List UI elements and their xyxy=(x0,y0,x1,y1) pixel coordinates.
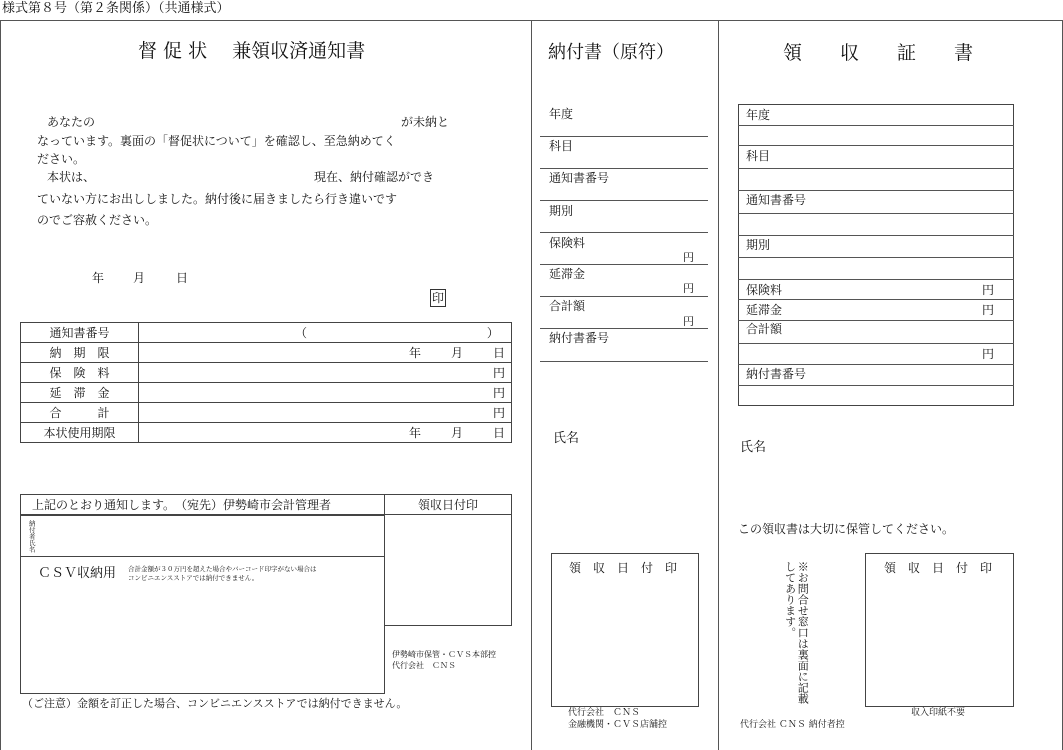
csv-note-2: コンビニエンスストアでは納付できません。 xyxy=(128,574,259,582)
stub-agent: 代行会社 ＣＮＳ xyxy=(568,708,641,718)
stub-line xyxy=(540,168,708,169)
table-row xyxy=(21,343,512,363)
seal-mark: 印 xyxy=(432,291,445,305)
receipt-line xyxy=(738,145,1014,146)
keep-note-1: 伊勢崎市保管・ＣＶＳ本部控 xyxy=(392,650,496,659)
payer-name-box xyxy=(20,515,385,557)
receipt-line xyxy=(738,235,1014,236)
stub-subject-label: 科目 xyxy=(549,139,574,153)
receipt-premium-yen: 円 xyxy=(982,283,995,297)
receipt-line xyxy=(738,320,1014,321)
receipt-stamp-box xyxy=(865,553,1014,707)
stub-bank-copy: 金融機関・ＣＶＳ店舗控 xyxy=(568,720,668,730)
issue-date-month: 月 xyxy=(133,271,146,285)
stub-stamp-box xyxy=(551,553,699,707)
stub-line xyxy=(540,264,708,265)
issue-date-year: 年 xyxy=(92,271,105,285)
section-divider-1 xyxy=(531,20,532,750)
receipt-line xyxy=(738,385,1014,386)
notice-table xyxy=(20,322,512,443)
form-number: 様式第８号（第２条関係）（共通様式） xyxy=(2,1,230,16)
receipt-line xyxy=(738,364,1014,365)
row-label-expiry: 本状使用期限 xyxy=(21,423,139,443)
stub-line xyxy=(540,296,708,297)
inquiry-note: ※お問合せ窓口は裏面に記載してあります。 xyxy=(783,561,810,704)
stub-line xyxy=(540,232,708,233)
receipt-name-label: 氏名 xyxy=(740,440,767,455)
row-value-late-fee: 円 xyxy=(139,383,512,403)
receipt-table xyxy=(738,104,1014,406)
stub-total-yen: 円 xyxy=(683,315,694,328)
receipt-line xyxy=(738,299,1014,300)
stub-title: 納付書（原符） xyxy=(548,42,674,63)
section-divider-2 xyxy=(718,20,719,750)
notice-stamp-box xyxy=(384,494,512,626)
stub-late-fee-label: 延滞金 xyxy=(549,267,586,281)
stub-stamp-title: 領 収 日 付 印 xyxy=(569,561,678,575)
receipt-line xyxy=(738,190,1014,191)
receipt-notice-no-label: 通知書番号 xyxy=(746,193,807,207)
payer-name-label: 納付者氏名 xyxy=(27,520,36,553)
row-label-due-date: 納 期 限 xyxy=(21,343,139,363)
receipt-agent: 代行会社 ＣＮＳ 納付者控 xyxy=(740,720,845,730)
row-label-total: 合 計 xyxy=(21,403,139,423)
stub-period-label: 期別 xyxy=(549,204,574,218)
csv-label: ＣＳＶ収納用 xyxy=(38,566,117,581)
table-row xyxy=(21,403,512,423)
receipt-stamp-title: 領 収 日 付 印 xyxy=(884,561,993,575)
table-row xyxy=(21,383,512,403)
stub-payment-no-label: 納付書番号 xyxy=(549,331,610,345)
stub-line xyxy=(540,136,708,137)
stub-line xyxy=(540,361,708,362)
notice-text-2d: のでご容赦ください。 xyxy=(37,213,158,227)
receipt-year-label: 年度 xyxy=(746,108,771,122)
receipt-period-label: 期別 xyxy=(746,238,771,252)
row-value-due-date: 年 月 日 xyxy=(139,343,512,363)
row-label-premium: 保 険 料 xyxy=(21,363,139,383)
stub-year-label: 年度 xyxy=(549,107,574,121)
stub-late-fee-yen: 円 xyxy=(683,282,694,295)
receipt-late-fee-yen: 円 xyxy=(982,303,995,317)
receipt-title: 領 収 証 書 xyxy=(783,42,974,64)
keep-note-2: 代行会社 ＣＮＳ xyxy=(392,661,456,670)
receipt-line xyxy=(738,257,1014,258)
receipt-subject-label: 科目 xyxy=(746,149,771,163)
row-value-total: 円 xyxy=(139,403,512,423)
receipt-line xyxy=(738,279,1014,280)
receipt-line xyxy=(738,168,1014,169)
row-label-notice-no: 通知書番号 xyxy=(21,323,139,343)
stub-premium-label: 保険料 xyxy=(549,236,586,250)
csv-note-1: 合計金額が３０万円を超えた場合やバーコード印字がない場合は xyxy=(128,565,317,573)
stub-line xyxy=(540,328,708,329)
row-value-premium: 円 xyxy=(139,363,512,383)
paren-right: ） xyxy=(486,326,499,340)
table-row xyxy=(21,323,512,343)
stub-total-label: 合計額 xyxy=(549,299,586,313)
receipt-keep-note: この領収書は大切に保管してください。 xyxy=(738,522,955,536)
receipt-late-fee-label: 延滞金 xyxy=(746,303,783,317)
issue-date-day: 日 xyxy=(176,271,189,285)
row-value-expiry: 年 月 日 xyxy=(139,423,512,443)
receipt-line xyxy=(738,213,1014,214)
notice-text-2c: ていない方にお出ししました。納付後に届きましたら行き違いです xyxy=(37,192,398,206)
notice-text-1c: なっています。裏面の「督促状について」を確認し、至急納めてく xyxy=(37,134,396,148)
receipt-premium-label: 保険料 xyxy=(746,283,783,297)
receipt-total-yen: 円 xyxy=(982,347,995,361)
notice-text-2a: 本状は、 xyxy=(47,170,96,184)
caution-note: （ご注意）金額を訂正した場合、コンビニエンスストアでは納付できません。 xyxy=(22,697,408,710)
stub-premium-yen: 円 xyxy=(683,251,694,264)
notice-text-2b: 現在、納付確認ができ xyxy=(314,170,435,184)
row-label-late-fee: 延 滞 金 xyxy=(21,383,139,403)
notice-text-1b: が未納と xyxy=(401,115,450,129)
receipt-total-label: 合計額 xyxy=(746,322,783,336)
notify-text: 上記のとおり通知します。 （宛先）伊勢崎市会計管理者 xyxy=(32,498,332,512)
left-border xyxy=(0,20,1,750)
row-value-notice-no xyxy=(139,323,512,343)
stamp-free-note: 収入印紙不要 xyxy=(911,708,966,718)
receipt-line xyxy=(738,125,1014,126)
notice-text-1d: ださい。 xyxy=(37,152,86,166)
notice-text-1a: あなたの xyxy=(47,115,96,129)
table-row xyxy=(21,363,512,383)
stub-line xyxy=(540,200,708,201)
stamp-header: 領収日付印 xyxy=(418,498,479,512)
notice-title: 督 促 状 兼領収済通知書 xyxy=(138,40,366,62)
table-row xyxy=(21,423,512,443)
stub-notice-no-label: 通知書番号 xyxy=(549,171,610,185)
stub-name-label: 氏名 xyxy=(553,431,580,446)
paren-left: （ xyxy=(295,326,308,340)
receipt-line xyxy=(738,343,1014,344)
receipt-payment-no-label: 納付書番号 xyxy=(746,367,807,381)
